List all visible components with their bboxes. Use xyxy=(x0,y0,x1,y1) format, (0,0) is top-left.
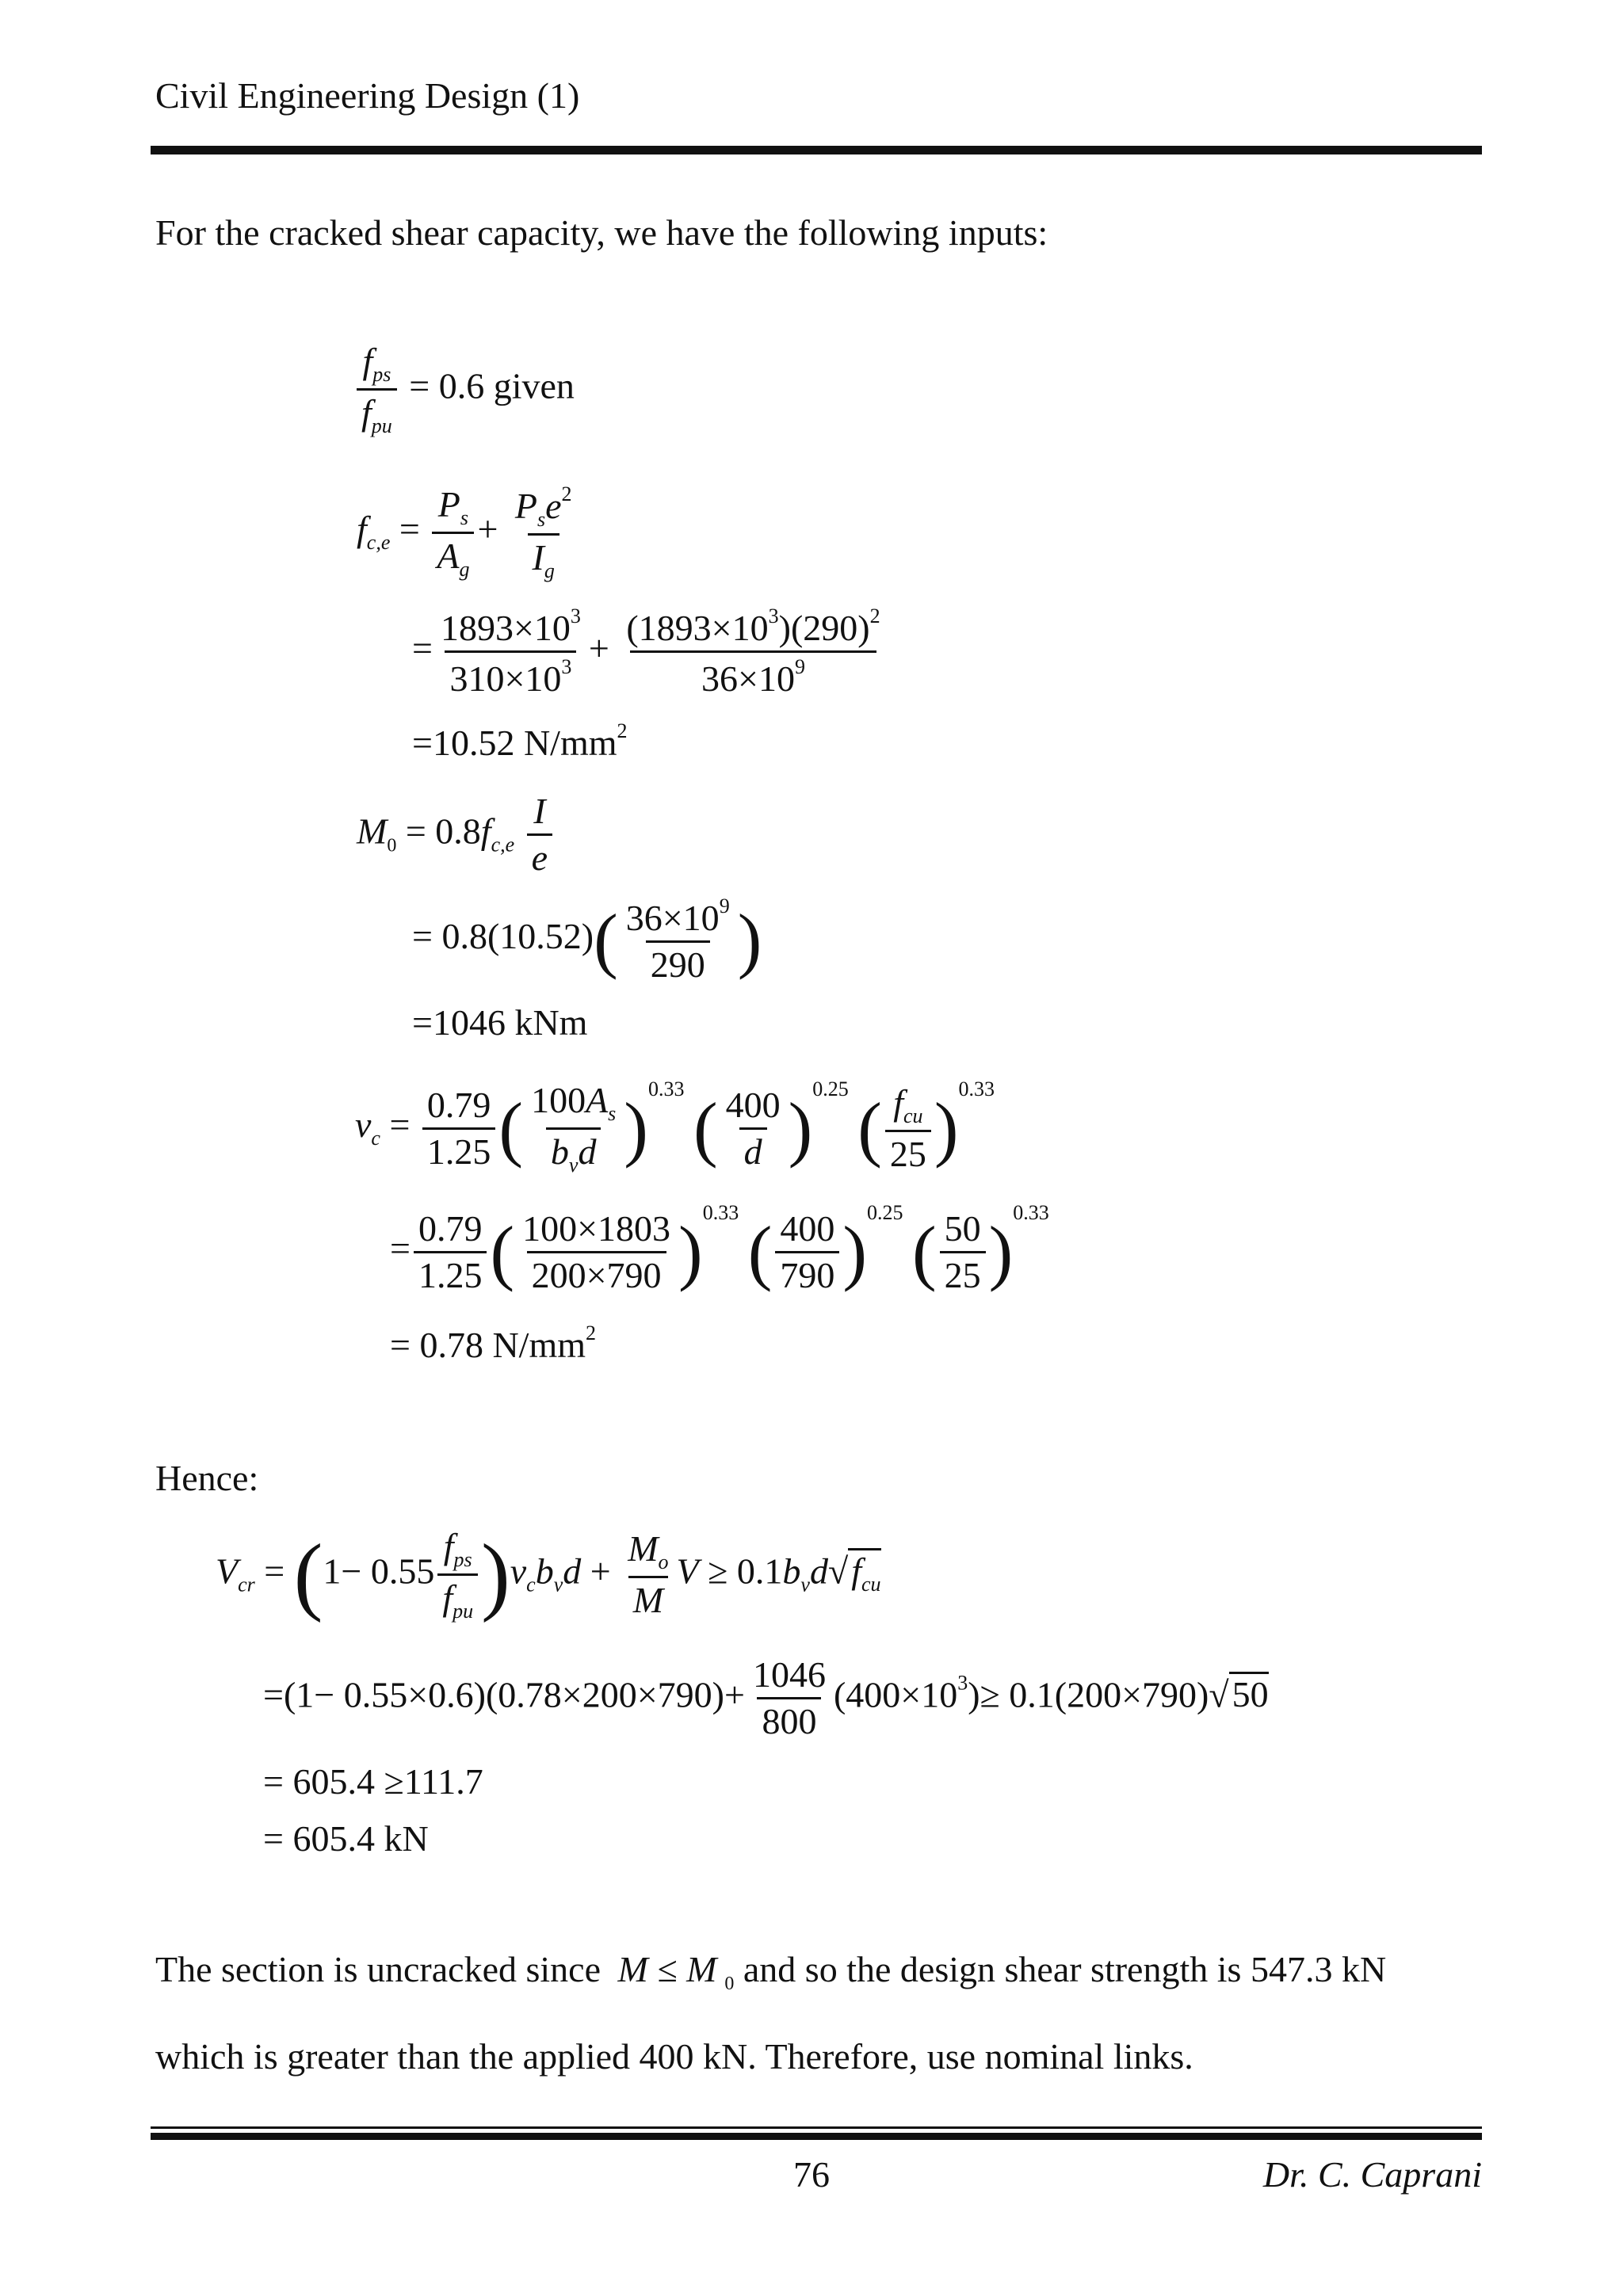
eq-vcr-definition: $V_{cr} = (1- 0.55$ $\frac{f_{ps}}{f_{pu}}$ )$v_cb_vd$ + $\frac{M_o}{M}$ $V \ge 0.1b_vd√f_{cu}$ xyxy=(216,1526,881,1623)
eq-vcr-compare: = 605.4 ≥111.7 xyxy=(263,1761,483,1802)
header-rule xyxy=(151,146,1482,154)
page-number: 76 xyxy=(793,2154,830,2195)
eq-fps-fpu: $\frac{f_{ps}}{f_{pu}}$ = 0.6 given xyxy=(353,342,575,437)
intro-text: For the cracked shear capacity, we have the following inputs: xyxy=(155,212,1048,253)
eq-vc-substitution: = $\frac{0.79}{1.25}$ ( $\frac{100\times 1803}{200\times 790}$ )$^{0.33}$ ( $\frac{400}{790}$ )$^{0.25}$ ( $\frac{50}{25}$ )$^{0.33}$ xyxy=(390,1201,1049,1295)
header-title: Civil Engineering Design (1) xyxy=(155,75,580,116)
eq-m0-definition: $M_0 = 0.8f_{c,e}$ $\frac{I}{e}$ xyxy=(357,792,556,878)
conclusion-paragraph: The section is uncracked since M ≤ M $_0$ and so the design shear strength is 547.3 kN which is greater than the applied 400 kN. Therefore, use nominal links. xyxy=(155,1949,1387,2077)
eq-fce-substitution: = $\frac{1893\times 10^3}{310\times 10^3}$ + $\frac{(1893\times 10^3)(290)^2}{36\times 10^9}$ xyxy=(412,605,880,700)
eq-fce-definition: $f_{c,e}$ = $\frac{P_s}{A_g}$ + $\frac{P_se^2}{I_g}$ xyxy=(357,482,572,583)
eq-fce-result: =10.52 $N/mm^2$ xyxy=(412,719,628,763)
eq-vc-result: = 0.78 $N/mm^2$ xyxy=(390,1322,597,1365)
eq-vcr-result: = 605.4 kN xyxy=(263,1818,429,1859)
hence-text: Hence: xyxy=(155,1458,259,1498)
eq-m0-result: =1046 kNm xyxy=(412,1002,588,1043)
eq-m0-substitution: = 0.8(10.52)( $\frac{36\times 10^9}{290}$ ) xyxy=(412,894,762,986)
eq-vc-definition: $v_c$ = $\frac{0.79}{1.25}$ ( $\frac{100A_s}{b_vd}$ )$^{0.33}$ ( $\frac{400}{d}$ )$^{0.25}$ ( $\frac{f_{cu}}{25}$ )$^{0.33}$ xyxy=(355,1077,995,1177)
footer-author: Dr. C. Caprani xyxy=(1262,2154,1482,2195)
footer-rule-thin xyxy=(151,2126,1482,2129)
eq-vcr-substitution: =(1− 0.55×0.6)(0.78×200×790)+ $\frac{1046}{800}$ $(400\times 10^3)\ge 0.1(200\times 790)√50$ xyxy=(263,1654,1269,1742)
eq-fps-fpu-rhs: = 0.6 given xyxy=(409,365,575,406)
footer-rule xyxy=(151,2133,1482,2140)
